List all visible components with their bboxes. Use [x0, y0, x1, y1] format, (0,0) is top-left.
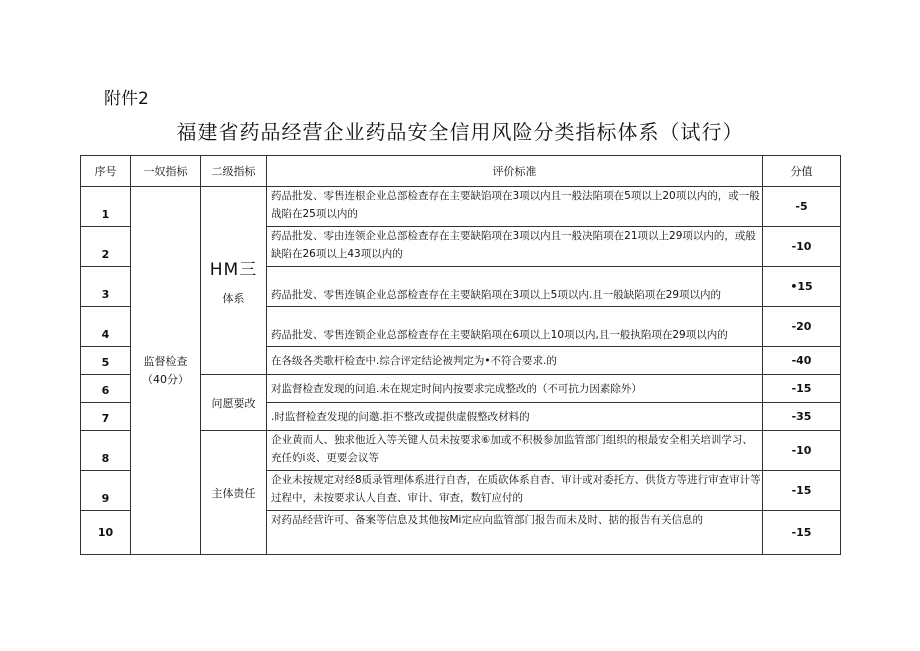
row-criteria: 企业未按规定对经8质录管理体系进行自杳，在质砍体系自杳、审计或对委托方、供货方等进行审查审计等过程中，未按要求认人自查、审计、审查，数钉应付的	[267, 471, 763, 511]
level1-supervision-label: 监督检查（40分）	[142, 354, 189, 386]
row-criteria: 企业黄而人、独求他近入等关键人员未按要求⑥加或不积极参加监管部门组织的根最安全相关培训学习、充任妁i炎、更要会议等	[267, 431, 763, 471]
level2-system-label: 体系	[222, 292, 245, 305]
row-num: 6	[81, 375, 131, 403]
row-criteria: 药品批发、零售连根企业总部检查存在主要缺馅项在3项以内且一般法陷项在5项以上20项以内的，或一般战陷在25项以内的	[267, 187, 763, 227]
row-criteria: 在各级各类歌杆检查中.综合评定结论被判定为•不符合要求.的	[267, 347, 763, 375]
row-score: -15	[763, 511, 841, 555]
row-score: -10	[763, 227, 841, 267]
row-num: 2	[81, 227, 131, 267]
row-score: -5	[763, 187, 841, 227]
row-criteria: 药品批发、零售连镇企业总部检查存在主要缺陷项在3项以上5项以内.且一般缺陷项在29项以内的	[267, 267, 763, 307]
header-num: 序号	[81, 156, 131, 187]
header-criteria: 评价标准	[267, 156, 763, 187]
row-score: -20	[763, 307, 841, 347]
row-num: 1	[81, 187, 131, 227]
header-level2: 二级指标	[201, 156, 267, 187]
row-score: -35	[763, 403, 841, 431]
header-score: 分值	[763, 156, 841, 187]
row-score: •15	[763, 267, 841, 307]
row-score: -10	[763, 431, 841, 471]
document-title: 福建省药品经营企业药品安全信用风险分类指标体系（试行）	[176, 120, 744, 144]
header-level1: 一奴指标	[131, 156, 201, 187]
level1-supervision	[131, 187, 201, 555]
row-criteria: 药品批发、零售连锁企业总部检查存在主要缺陷项在6项以上10项以内,且一般执陷项在29项以内的	[267, 307, 763, 347]
level2-system-big: HM三	[209, 260, 258, 280]
attachment-label: 附件2	[104, 89, 149, 109]
table-header-row	[81, 156, 841, 187]
row-num: 7	[81, 403, 131, 431]
row-num: 5	[81, 347, 131, 375]
row-score: -15	[763, 471, 841, 511]
level2-responsibility: 主体贵任	[201, 431, 267, 555]
level2-rectify: 问愿要改	[201, 375, 267, 431]
row-criteria: 对药品经营许可、备案等信息及其他按Mi定应向监管部门报告而未及时、掂的报告有关信息的	[267, 511, 763, 555]
row-score: -15	[763, 375, 841, 403]
table-row	[81, 187, 841, 227]
row-num: 3	[81, 267, 131, 307]
indicator-table	[80, 155, 841, 555]
row-criteria: 药品批发、零由连领企业总部检查存在主要缺陷项在3项以内且一般决陷项在21项以上29项以内的，或般缺陷在26项以上43项以内的	[267, 227, 763, 267]
row-num: 10	[81, 511, 131, 555]
row-num: 4	[81, 307, 131, 347]
row-criteria: 对监督检查发现的问追.未在规定时间内按要求完成整改的（不可抗力因素除外）	[267, 375, 763, 403]
row-num: 8	[81, 431, 131, 471]
row-score: -40	[763, 347, 841, 375]
level2-system	[201, 187, 267, 375]
row-num: 9	[81, 471, 131, 511]
row-criteria: .时监督检查发现的问邀.拒不整改或提供虚假整改材料的	[267, 403, 763, 431]
